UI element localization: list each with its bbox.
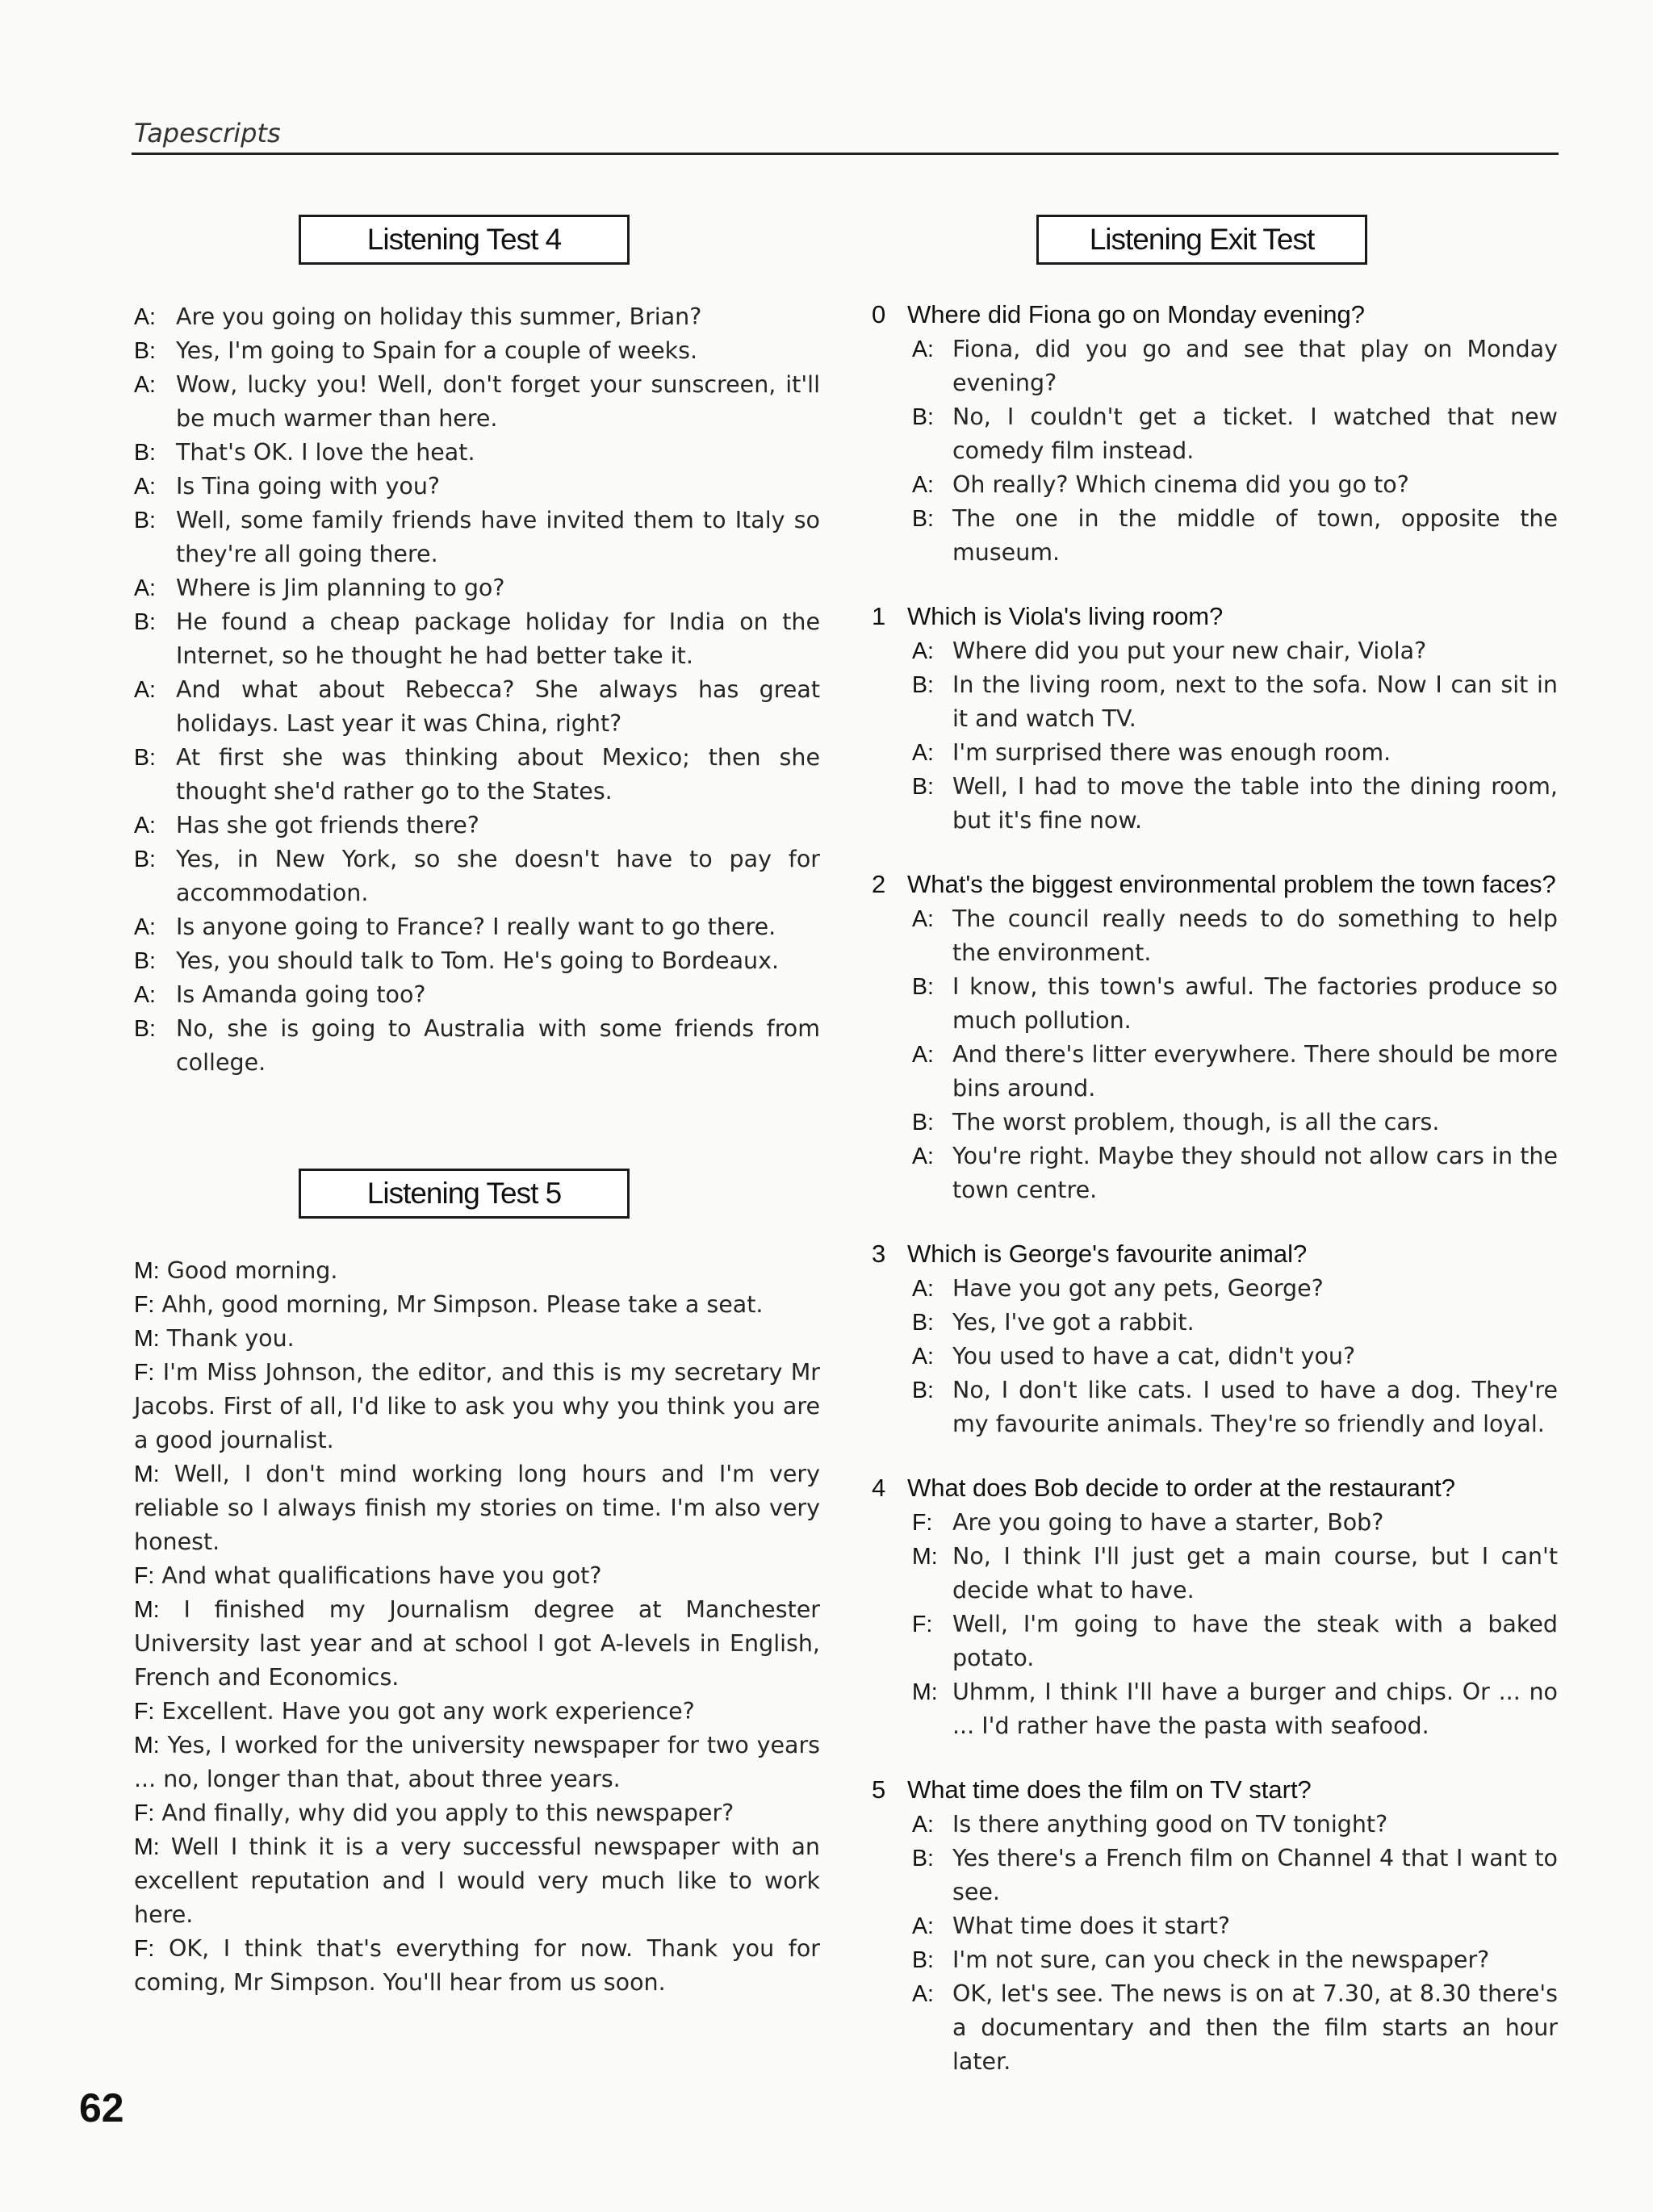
speaker-label: B: [912, 1378, 934, 1403]
speaker-label: F: [134, 1360, 155, 1386]
dialogue-line [912, 1909, 1558, 1943]
dialogue-text: Wow, lucky you! Well, don't forget your sunscreen, it'll be much warmer than here. [176, 371, 820, 432]
speaker-label: B: [912, 672, 934, 698]
dialogue-text: Thank you. [166, 1325, 295, 1352]
speaker-label: B: [134, 508, 156, 533]
dialogue-line [134, 334, 820, 368]
dialogue-line [912, 1977, 1558, 2079]
dialogue-text: No, I don't like cats. I used to have a dog. They're my favourite animals. They're so friendly and loyal. [952, 1377, 1558, 1437]
dialogue-line [912, 902, 1558, 970]
running-head: Tapescripts [134, 118, 281, 148]
question-text: Which is Viola's living room? [907, 602, 1224, 630]
header-rule [132, 153, 1559, 155]
question-block [872, 297, 1558, 570]
test4-title: Listening Test 4 [299, 215, 630, 265]
dialogue-text: OK, let's see. The news is on at 7.30, at 8.30 there's a documentary and then the film starts an hour later. [952, 1980, 1558, 2075]
dialogue-line [134, 1012, 820, 1080]
question-heading [872, 1236, 1558, 1272]
dialogue-line [912, 468, 1558, 502]
dialogue-text: Are you going to have a starter, Bob? [952, 1509, 1384, 1536]
dialogue-text: Yes, in New York, so she doesn't have to pay for accommodation. [176, 846, 820, 906]
speaker-label: F: [912, 1510, 933, 1536]
dialogue-line [912, 1943, 1558, 1977]
dialogue-text: Is there anything good on TV tonight? [952, 1811, 1388, 1838]
speaker-label: B: [912, 1947, 934, 1973]
speaker-label: B: [134, 847, 156, 872]
dialogue-text: Well, I'm going to have the steak with a baked potato. [952, 1611, 1558, 1671]
dialogue-text: And there's litter everywhere. There should be more bins around. [952, 1041, 1558, 1102]
question-block [872, 1236, 1558, 1441]
dialogue-text: Yes there's a French film on Channel 4 that I want to see. [952, 1845, 1558, 1905]
speaker-label: A: [912, 1144, 934, 1169]
speaker-label: B: [912, 1846, 934, 1871]
dialogue-line [134, 1559, 820, 1593]
speaker-label: F: [134, 1292, 155, 1318]
speaker-label: A: [912, 472, 934, 498]
dialogue-text: In the living room, next to the sofa. Now I can sit in it and watch TV. [952, 671, 1558, 732]
dialogue-text: Well, I had to move the table into the dining room, but it's fine now. [952, 773, 1558, 834]
dialogue-text: I'm not sure, can you check in the newspaper? [952, 1946, 1490, 1973]
question-block [872, 1470, 1558, 1743]
dialogue-line [134, 1322, 820, 1356]
dialogue-line [134, 1254, 820, 1288]
dialogue-line [912, 634, 1558, 668]
dialogue-line [134, 1356, 820, 1457]
dialogue-text: Well, I don't mind working long hours and I'm very reliable so I always finish my stories on time. I'm also very honest. [134, 1461, 820, 1555]
dialogue-text: That's OK. I love the heat. [176, 439, 475, 466]
dialogue-line [912, 1272, 1558, 1306]
dialogue-text: Yes, I've got a rabbit. [952, 1309, 1195, 1336]
exit-test-questions [872, 297, 1558, 2079]
question-number: 1 [872, 602, 886, 630]
page-number: 62 [79, 2085, 124, 2130]
dialogue-line [912, 1808, 1558, 1842]
question-block [872, 1772, 1558, 2079]
dialogue-line [134, 809, 820, 843]
dialogue-text: Where did you put your new chair, Viola? [952, 638, 1427, 664]
speaker-label: M: [134, 1258, 160, 1284]
question-dialogue [912, 1272, 1558, 1441]
speaker-label: A: [134, 813, 156, 838]
dialogue-line [912, 736, 1558, 770]
speaker-label: A: [912, 1344, 934, 1369]
question-text: What time does the film on TV start? [907, 1775, 1312, 1804]
question-text: What's the biggest environmental problem the town faces? [907, 870, 1556, 898]
dialogue-text: Oh really? Which cinema did you go to? [952, 471, 1409, 498]
speaker-label: F: [134, 1936, 155, 1962]
speaker-label: A: [912, 906, 934, 932]
question-text: Which is George's favourite animal? [907, 1240, 1308, 1268]
dialogue-text: The one in the middle of town, opposite the museum. [952, 505, 1558, 566]
question-dialogue [912, 332, 1558, 570]
dialogue-text: I'm Miss Johnson, the editor, and this is my secretary Mr Jacobs. First of all, I'd like to ask you why you think you are a good journalist. [134, 1359, 821, 1453]
dialogue-text: Is Amanda going too? [176, 981, 426, 1008]
question-number: 5 [872, 1775, 886, 1804]
question-number: 0 [872, 300, 886, 328]
question-block [872, 599, 1558, 838]
speaker-label: B: [912, 506, 934, 532]
dialogue-text: Excellent. Have you got any work experience? [161, 1698, 695, 1725]
speaker-label: M: [134, 1733, 160, 1758]
dialogue-text: The worst problem, though, is all the cars. [952, 1109, 1440, 1135]
dialogue-text: Has she got friends there? [176, 812, 479, 838]
test4-dialogue [134, 300, 820, 1080]
speaker-label: B: [134, 948, 156, 974]
dialogue-text: I know, this town's awful. The factories produce so much pollution. [952, 973, 1558, 1034]
dialogue-line [912, 1306, 1558, 1340]
question-number: 3 [872, 1240, 886, 1268]
speaker-label: A: [912, 1042, 934, 1068]
dialogue-line [134, 1288, 820, 1322]
question-heading [872, 867, 1558, 902]
dialogue-line [134, 910, 820, 944]
speaker-label: B: [912, 1310, 934, 1336]
dialogue-text: And finally, why did you apply to this newspaper? [161, 1800, 734, 1826]
speaker-label: B: [912, 404, 934, 430]
left-column [134, 215, 820, 2000]
dialogue-text: Yes, I'm going to Spain for a couple of weeks. [176, 337, 698, 364]
speaker-label: F: [134, 1699, 155, 1725]
question-heading [872, 599, 1558, 634]
speaker-label: A: [134, 982, 156, 1008]
question-heading [872, 297, 1558, 332]
dialogue-text: And what about Rebecca? She always has great holidays. Last year it was China, right? [176, 676, 820, 737]
dialogue-line [912, 1038, 1558, 1106]
dialogue-text: You used to have a cat, didn't you? [952, 1343, 1356, 1369]
speaker-label: F: [912, 1612, 933, 1637]
dialogue-text: Have you got any pets, George? [952, 1275, 1324, 1302]
dialogue-text: I finished my Journalism degree at Manchester University last year and at school I got A-levels in English, French and Economics. [134, 1596, 820, 1691]
dialogue-line [912, 970, 1558, 1038]
dialogue-line [912, 1540, 1558, 1608]
dialogue-line [912, 1106, 1558, 1139]
dialogue-line [912, 1374, 1558, 1441]
speaker-label: A: [912, 1276, 934, 1302]
dialogue-text: Yes, I worked for the university newspaper for two years ... no, longer than that, about three years. [134, 1732, 821, 1792]
speaker-label: B: [912, 974, 934, 1000]
speaker-label: A: [912, 1812, 934, 1838]
dialogue-line [134, 673, 820, 741]
question-heading [872, 1470, 1558, 1506]
dialogue-line [134, 1796, 820, 1830]
test5-title: Listening Test 5 [299, 1169, 630, 1219]
dialogue-line [912, 1675, 1558, 1743]
dialogue-text: Well I think it is a very successful newspaper with an excellent reputation and I would very much like to work here. [134, 1834, 820, 1928]
speaker-label: F: [134, 1800, 155, 1826]
speaker-label: A: [134, 575, 156, 601]
speaker-label: F: [134, 1563, 155, 1589]
speaker-label: A: [912, 337, 934, 362]
speaker-label: M: [134, 1834, 160, 1860]
dialogue-text: What time does it start? [952, 1913, 1231, 1939]
question-dialogue [912, 1808, 1558, 2079]
dialogue-line [134, 504, 820, 571]
test5-dialogue [134, 1254, 820, 2000]
speaker-label: B: [912, 1110, 934, 1135]
speaker-label: B: [134, 1016, 156, 1042]
question-heading [872, 1772, 1558, 1808]
speaker-label: M: [134, 1326, 160, 1352]
speaker-label: M: [912, 1679, 938, 1705]
dialogue-line [912, 770, 1558, 838]
dialogue-line [912, 1506, 1558, 1540]
dialogue-line [134, 1593, 820, 1695]
dialogue-text: I'm surprised there was enough room. [952, 739, 1391, 766]
dialogue-text: Is anyone going to France? I really want to go there. [176, 914, 776, 940]
speaker-label: A: [912, 740, 934, 766]
dialogue-text: Fiona, did you go and see that play on Monday evening? [952, 336, 1558, 396]
question-number: 4 [872, 1474, 886, 1502]
question-dialogue [912, 1506, 1558, 1743]
dialogue-text: Are you going on holiday this summer, Brian? [176, 303, 702, 330]
dialogue-line [134, 978, 820, 1012]
speaker-label: B: [134, 609, 156, 635]
speaker-label: A: [912, 1913, 934, 1939]
dialogue-text: Is Tina going with you? [176, 473, 441, 500]
question-block [872, 867, 1558, 1207]
dialogue-line [912, 1842, 1558, 1909]
dialogue-text: He found a cheap package holiday for India on the Internet, so he thought he had better take it. [176, 608, 820, 669]
dialogue-line [912, 332, 1558, 400]
dialogue-text: Well, some family friends have invited them to Italy so they're all going there. [176, 507, 820, 567]
dialogue-line [134, 741, 820, 809]
speaker-label: A: [134, 474, 156, 500]
speaker-label: B: [134, 338, 156, 364]
dialogue-text: No, I couldn't get a ticket. I watched that new comedy film instead. [952, 404, 1558, 464]
dialogue-line [134, 843, 820, 910]
question-dialogue [912, 902, 1558, 1207]
speaker-label: B: [134, 745, 156, 771]
dialogue-line [134, 1932, 820, 2000]
dialogue-line [912, 1139, 1558, 1207]
dialogue-line [134, 1729, 820, 1796]
speaker-label: A: [912, 638, 934, 664]
dialogue-text: Where is Jim planning to go? [176, 575, 505, 601]
dialogue-text: Yes, you should talk to Tom. He's going to Bordeaux. [176, 947, 780, 974]
exit-test-title: Listening Exit Test [1036, 215, 1367, 265]
dialogue-text: No, she is going to Australia with some friends from college. [176, 1015, 820, 1076]
question-dialogue [912, 634, 1558, 838]
speaker-label: A: [134, 677, 156, 703]
dialogue-line [912, 502, 1558, 570]
speaker-label: A: [134, 372, 156, 398]
dialogue-text: You're right. Maybe they should not allow cars in the town centre. [952, 1143, 1558, 1203]
dialogue-line [134, 300, 820, 334]
dialogue-line [134, 470, 820, 504]
question-text: Where did Fiona go on Monday evening? [907, 300, 1365, 328]
dialogue-text: And what qualifications have you got? [161, 1562, 602, 1589]
dialogue-text: At first she was thinking about Mexico; then she thought she'd rather go to the States. [176, 744, 820, 805]
right-column [872, 215, 1558, 2108]
dialogue-line [134, 571, 820, 605]
dialogue-line [134, 605, 820, 673]
dialogue-line [134, 1457, 820, 1559]
dialogue-line [134, 436, 820, 470]
speaker-label: A: [134, 914, 156, 940]
dialogue-text: OK, I think that's everything for now. Thank you for coming, Mr Simpson. You'll hear from us soon. [134, 1935, 820, 1996]
speaker-label: B: [134, 440, 156, 466]
question-text: What does Bob decide to order at the restaurant? [907, 1474, 1455, 1502]
speaker-label: M: [134, 1597, 160, 1623]
dialogue-line [134, 368, 820, 436]
question-number: 2 [872, 870, 886, 898]
dialogue-line [134, 944, 820, 978]
dialogue-line [134, 1830, 820, 1932]
dialogue-line [912, 400, 1558, 468]
dialogue-text: The council really needs to do something to help the environment. [952, 905, 1558, 966]
dialogue-text: Good morning. [166, 1257, 338, 1284]
dialogue-text: Ahh, good morning, Mr Simpson. Please take a seat. [161, 1291, 764, 1318]
speaker-label: A: [134, 304, 156, 330]
dialogue-text: No, I think I'll just get a main course, but I can't decide what to have. [952, 1543, 1558, 1604]
dialogue-line [912, 668, 1558, 736]
speaker-label: B: [912, 774, 934, 800]
dialogue-line [912, 1340, 1558, 1374]
dialogue-text: Uhmm, I think I'll have a burger and chips. Or ... no ... I'd rather have the pasta with seafood. [952, 1679, 1558, 1739]
speaker-label: A: [912, 1981, 934, 2007]
dialogue-line [134, 1695, 820, 1729]
speaker-label: M: [912, 1544, 938, 1570]
speaker-label: M: [134, 1461, 160, 1487]
dialogue-line [912, 1608, 1558, 1675]
